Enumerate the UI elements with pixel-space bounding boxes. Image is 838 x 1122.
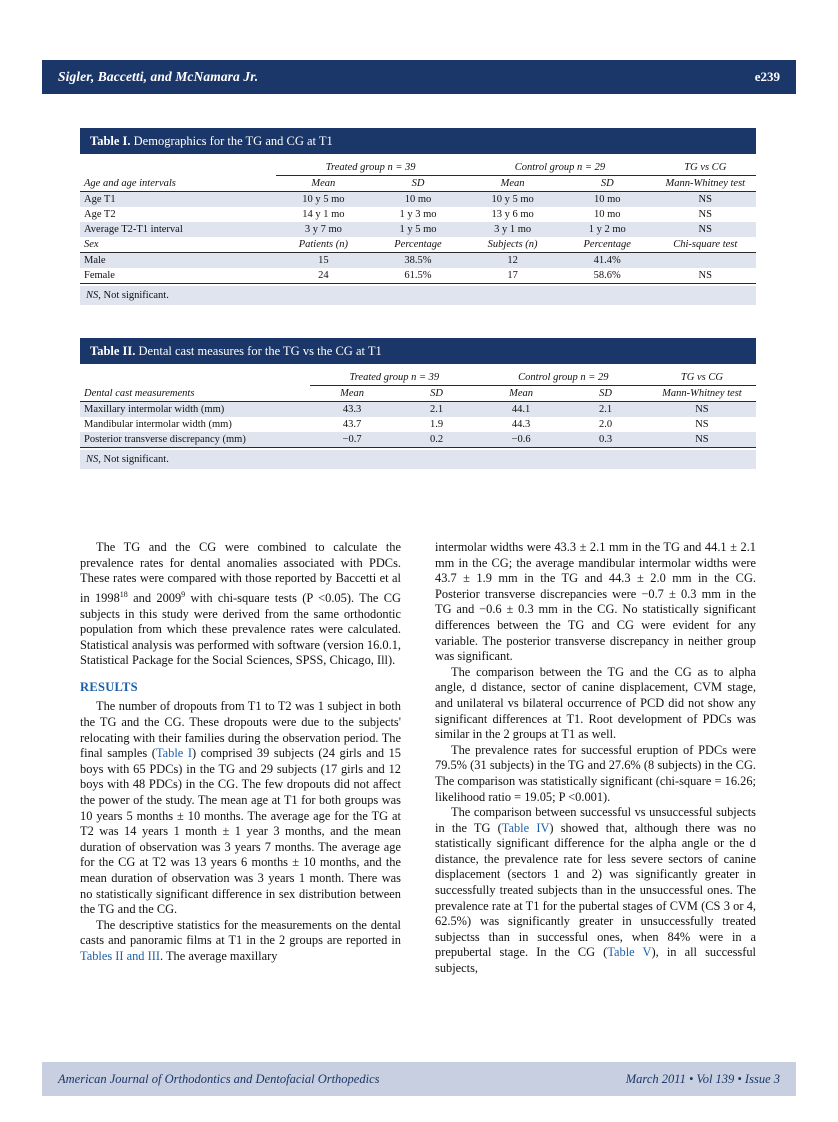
table-1-treated-sd-header: SD [371, 176, 466, 192]
cell-label: Mandibular intermolar width (mm) [84, 419, 232, 430]
cell-treated-mean: 10 y 5 mo [302, 194, 345, 205]
table-2 [80, 338, 756, 469]
cell-test: NS [648, 432, 756, 448]
paragraph-text: . The average maxillary [159, 948, 278, 963]
table-1-treated-group-header: Treated group n = 39 [276, 160, 465, 176]
table-1 [80, 128, 756, 305]
cell-control-mean: 44.1 [511, 404, 531, 415]
table-2-subheader-row [80, 386, 756, 402]
table-2-control-mean-header: Mean [479, 386, 564, 402]
paragraph-text: and 2009 [127, 590, 182, 605]
cell-treated-pct: 38.5% [404, 255, 432, 266]
header-authors: Sigler, Baccetti, and McNamara Jr. [58, 69, 259, 84]
cell-treated-mean: 3 y 7 mo [304, 224, 342, 235]
cell-control-mean: 44.3 [511, 419, 531, 430]
table-1-footnote-text: , Not significant. [98, 290, 169, 301]
cell-test: NS [698, 194, 712, 205]
table-2-group-header-row [80, 370, 756, 386]
paragraph-intermolar-widths: intermolar widths were 43.3 ± 2.1 mm in the TG and 44.1 ± 2.1 mm in the CG; the average mandibular intermolar widths were 43.7 ± 1.9 mm in the TG and 44.3 ± 2.0 mm in the CG. Posterior transverse discrepancies were −0.7 ± 0.3 mm in the TG and −0.6 ± 0.3 mm in the CG. No statistically significant differences between the TG and CG were evident for any variable. The posterior transverse discrepancy in neither group was significant. [435, 540, 756, 664]
table-row [80, 268, 756, 284]
page-header [42, 60, 796, 94]
section-heading-results: RESULTS [80, 679, 138, 694]
table-row [80, 207, 756, 222]
table-1-compare-header: TG vs CG [655, 160, 756, 176]
cell-label: Male [84, 255, 106, 266]
paragraph-methods-stats [80, 540, 401, 669]
table-row [80, 417, 756, 432]
cell-test [655, 253, 756, 269]
cell-treated-sd: 2.1 [430, 404, 444, 415]
cell-sex-label: Sex [80, 237, 276, 253]
left-column [80, 540, 401, 977]
link-table-5[interactable]: Table V [607, 945, 652, 960]
table-1-treated-mean-header: Mean [276, 176, 371, 192]
table-2-title [80, 338, 756, 364]
paragraph-descriptive-stats [80, 918, 401, 965]
citation-9: 9 [181, 589, 186, 599]
paragraph-text: ) comprised 39 subjects (24 girls and 15 boys with 65 PDCs) in the TG and 29 subjects (17 girls and 12 boys with 48 PDCs) in the CG. The few dropouts did not affect the power of the study. The mean age at T1 for both groups was 10 years 5 months ± 10 months. The average age for the TG at T2 was 14 years 1 month ± 1 year 3 months, and the mean duration of observation was 3 years 7 months. The average age for the CG at T2 was 13 years 6 months ± 10 months, and the mean duration of observation was 3 years 1 month. There was no statistically significant difference in sex distribution between the TG and the CG. [80, 746, 401, 917]
cell-label: Posterior transverse discrepancy (mm) [80, 432, 310, 448]
paragraph-text: The number of dropouts from T1 to T2 was 1 subject in both the TG and the CG. These dropouts were due to the subjects' relocating with their families during the observation period. The final samples ( [80, 699, 401, 761]
paragraph-text: ) showed that, although there was no statistically significant difference for the alpha angle or the d distance, the prevalence rate for less severe sectors of canine displacement (sectors 1 and 2) was significantly greater in successfully treated subjects than in the unsuccessful ones. The prevalence rate at T1 for the pubertal stages of CVM (CS 3 or 4, 62.5%) was significantly greater in unsuccessfully treated subjectss than in successful ones, when 84% were in a prepubertal stage. In the CG ( [435, 820, 756, 960]
table-1-control-mean-header: Mean [465, 176, 560, 192]
table-2-compare-header: TG vs CG [648, 370, 756, 386]
cell-test: NS [698, 224, 712, 235]
cell-test: NS [695, 404, 709, 415]
cell-label: Age T2 [84, 209, 116, 220]
table-1-rowlabel-header: Age and age intervals [80, 176, 276, 192]
table-2-test-header: Mann-Whitney test [648, 386, 756, 402]
table-2-control-sd-header: SD [563, 386, 648, 402]
paragraph-prevalence-rates: The prevalence rates for successful eruption of PDCs were 79.5% (31 subjects) in the TG and 27.6% (8 subjects) in the CG. The comparison was statistically significant (chi-square = 16.26; likelihood ratio = 19.05; P <0.001). [435, 742, 756, 804]
table-1-title [80, 128, 756, 154]
cell-treated-mean: 43.7 [342, 419, 362, 430]
table-1-label: Table I. [90, 134, 131, 148]
cell-control-sd: 0.3 [563, 432, 648, 448]
cell-control-mean: 13 y 6 mo [491, 209, 534, 220]
cell-sex-control-pct: Percentage [560, 237, 655, 253]
citation-18: 18 [119, 589, 128, 599]
cell-treated-n: 15 [318, 255, 329, 266]
table-2-treated-sd-header: SD [394, 386, 479, 402]
cell-treated-sd: 1 y 3 mo [399, 209, 437, 220]
cell-control-n: 12 [507, 255, 518, 266]
cell-label: Maxillary intermolar width (mm) [84, 404, 225, 415]
table-row [80, 402, 756, 418]
table-1-grid [80, 160, 756, 284]
cell-control-pct: 58.6% [560, 268, 655, 284]
cell-control-mean: −0.6 [479, 432, 564, 448]
footer-journal-name: American Journal of Orthodontics and Dentofacial Orthopedics [58, 1071, 380, 1086]
paragraph-text: ), in all successful subjects, [435, 945, 756, 976]
cell-sex-control-n: Subjects (n) [465, 237, 560, 253]
cell-treated-pct: 61.5% [371, 268, 466, 284]
cell-treated-n: 24 [276, 268, 371, 284]
paragraph-text: The TG and the CG were combined to calculate the prevalence rates for dental anomalies associated with PDCs. These rates were compared with those reported by Baccetti et al in 1998 [80, 540, 401, 605]
cell-label: Female [80, 268, 276, 284]
table-1-group-header-row [80, 160, 756, 176]
cell-control-pct: 41.4% [593, 255, 621, 266]
table-2-rowlabel-header: Dental cast measurements [80, 386, 310, 402]
cell-treated-sd: 1.9 [430, 419, 444, 430]
table-1-footnote-abbr: NS [86, 290, 99, 301]
link-tables-2-3[interactable]: Tables II and III [80, 948, 160, 963]
cell-treated-sd: 1 y 5 mo [399, 224, 437, 235]
paragraph-text: The comparison between successful vs unsuccessful subjects in the TG ( [435, 805, 756, 835]
table-2-control-group-header: Control group n = 29 [479, 370, 648, 386]
cell-test: NS [695, 419, 709, 430]
paragraph-comparison-tg-cg: The comparison between the TG and the CG as to alpha angle, d distance, sector of canine displacement, CVM stage, and unilateral vs bilateral occurrence of PCD did not show any significant differences at T1. Root development of PDCs was similar in the 2 groups at T1 as well. [435, 664, 756, 742]
cell-label: Average T2-T1 interval [84, 224, 183, 235]
cell-control-sd: 1 y 2 mo [588, 224, 626, 235]
table-2-footnote-text: , Not significant. [98, 454, 169, 465]
cell-sex-treated-pct: Percentage [371, 237, 466, 253]
cell-control-mean: 3 y 1 mo [494, 224, 532, 235]
header-page-number: e239 [754, 69, 780, 84]
footer-issue: March 2011 • Vol 139 • Issue 3 [625, 1071, 780, 1086]
body-columns [80, 540, 756, 977]
table-2-footnote [80, 450, 756, 469]
paragraph-text: The descriptive statistics for the measurements on the dental casts and panoramic films at T1 in the 2 groups are reported in [80, 917, 401, 948]
page-footer [42, 1062, 796, 1096]
cell-treated-mean: 14 y 1 mo [302, 209, 345, 220]
cell-control-sd: 2.1 [599, 404, 613, 415]
cell-sex-test: Chi-square test [655, 237, 756, 253]
right-column [435, 540, 756, 977]
paragraph-dropouts [80, 699, 401, 917]
table-1-test-header: Mann-Whitney test [655, 176, 756, 192]
cell-treated-mean: 43.3 [342, 404, 362, 415]
table-2-caption: Dental cast measures for the TG vs the CG at T1 [138, 344, 382, 358]
table-1-subheader-row [80, 176, 756, 192]
table-row [80, 192, 756, 208]
link-table-1[interactable]: Table I [155, 746, 192, 761]
cell-treated-sd: 10 mo [404, 194, 432, 205]
table-2-treated-group-header: Treated group n = 39 [310, 370, 479, 386]
table-1-control-group-header: Control group n = 29 [465, 160, 654, 176]
table-2-label: Table II. [90, 344, 136, 358]
table-1-footnote [80, 286, 756, 305]
paragraph-successful-vs-unsuccessful [435, 805, 756, 977]
table-row [80, 222, 756, 237]
cell-test: NS [655, 268, 756, 284]
cell-treated-sd: 0.2 [394, 432, 479, 448]
cell-control-sd: 10 mo [593, 209, 621, 220]
table-2-footnote-abbr: NS [86, 454, 99, 465]
table-1-caption: Demographics for the TG and CG at T1 [133, 134, 333, 148]
table-row [80, 432, 756, 448]
table-row [80, 253, 756, 269]
cell-sex-treated-n: Patients (n) [276, 237, 371, 253]
table-1-sex-header-row [80, 237, 756, 253]
cell-treated-mean: −0.7 [310, 432, 395, 448]
table-2-treated-mean-header: Mean [310, 386, 395, 402]
table-1-control-sd-header: SD [560, 176, 655, 192]
cell-label: Age T1 [84, 194, 116, 205]
cell-test: NS [698, 209, 712, 220]
cell-control-n: 17 [465, 268, 560, 284]
cell-control-sd: 2.0 [599, 419, 613, 430]
table-2-grid [80, 370, 756, 448]
cell-control-sd: 10 mo [593, 194, 621, 205]
cell-control-mean: 10 y 5 mo [491, 194, 534, 205]
link-table-4[interactable]: Table IV [501, 820, 550, 835]
paragraph-text: with chi-square tests (P <0.05). The CG subjects in this study were derived from the same orthodontic population from which these prevalence rates were calculated. Statistical analysis was performed with software (version 16.0.1, Statistical Package for the Social Sciences, SPSS, Chicago, Ill). [80, 590, 402, 668]
